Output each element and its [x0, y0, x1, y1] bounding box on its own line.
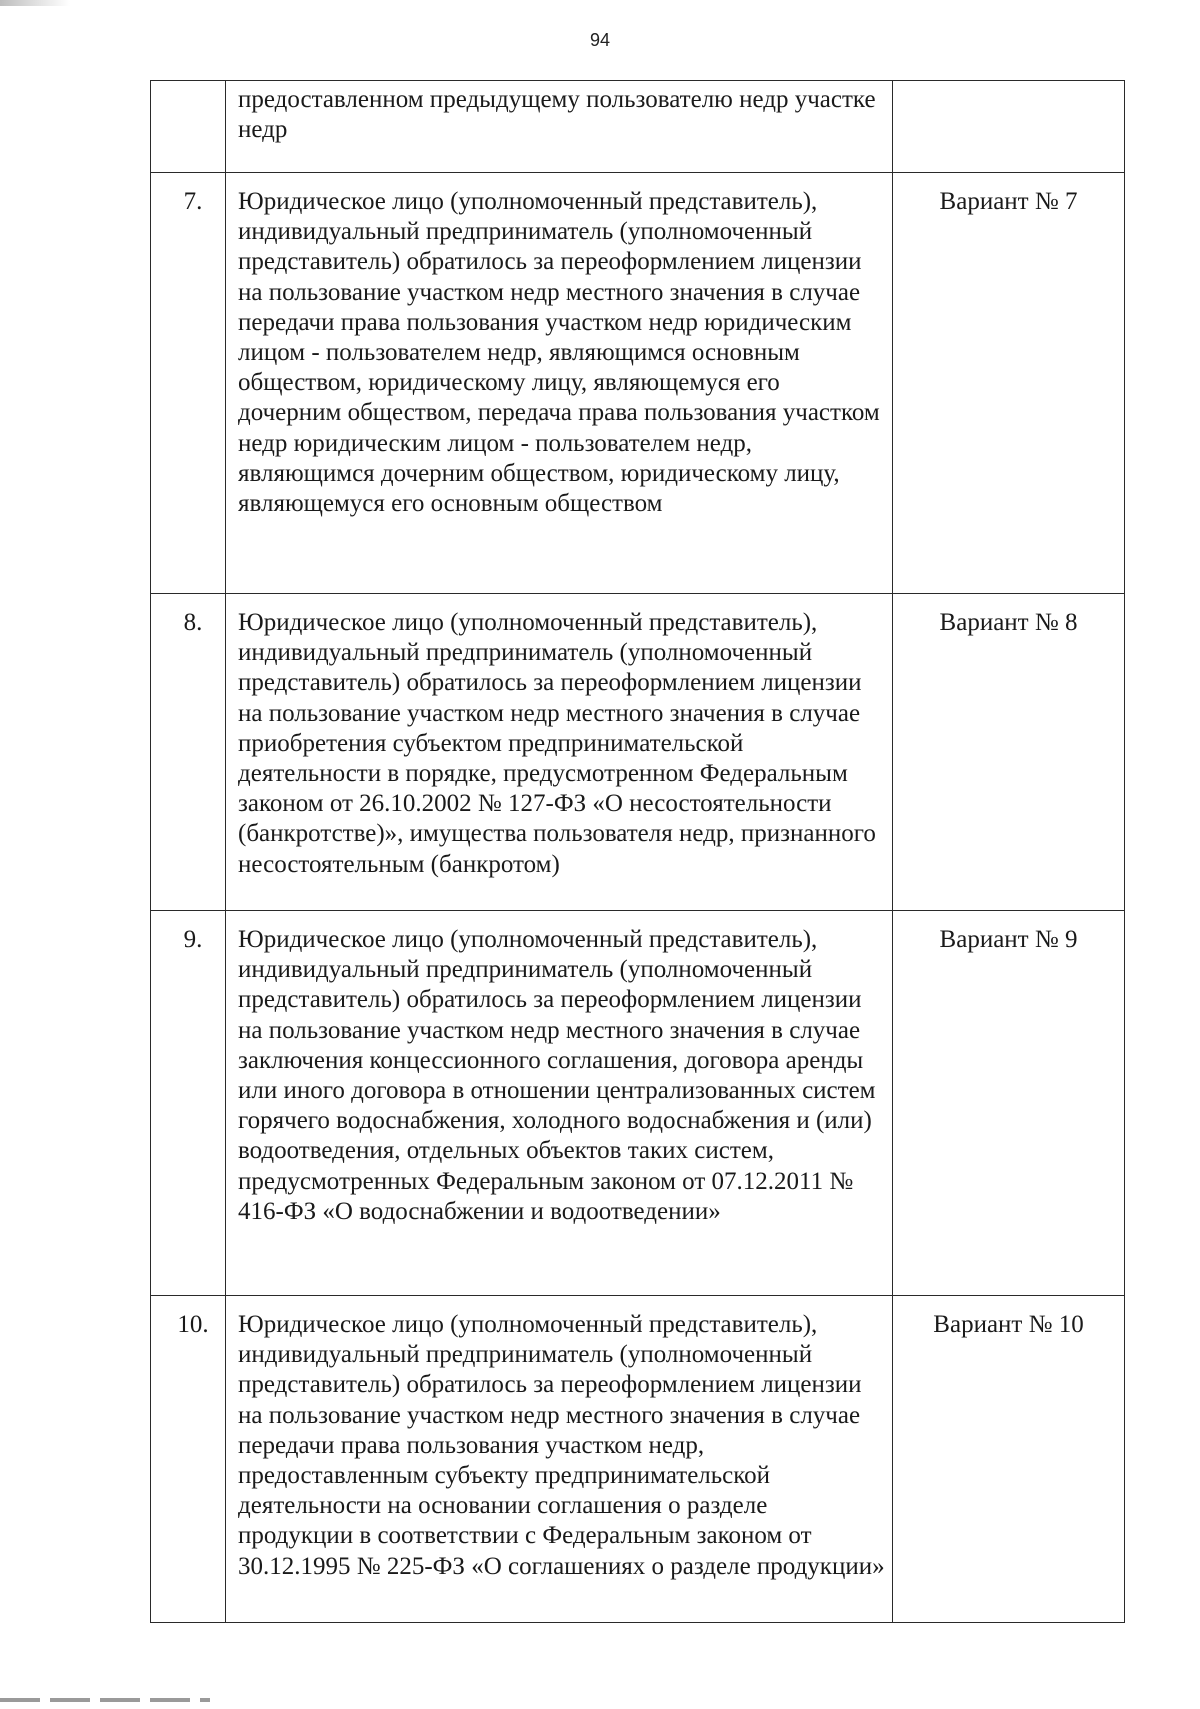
row-number: 7.: [151, 173, 226, 594]
row-description: [226, 81, 893, 173]
row-variant: Вариант № 10: [893, 1296, 1125, 1623]
row-variant: [893, 81, 1125, 173]
row-variant: Вариант № 8: [893, 594, 1125, 911]
row-description-text: Юридическое лицо (уполномоченный представитель), индивидуальный предприниматель (уполномоченный представитель) обратилось за переоформлением лицензии на пользование участком недр местного значения в случае заключения концессионного соглашения, договора аренды или иного договора в отношении централизованных систем горячего водоснабжения, холодного водоснабжения и (или) водоотведения, отдельных объектов таких систем, предусмотренных Федеральным законом от 07.12.2011 № 416-ФЗ «О водоснабжении и водоотведении»: [238, 926, 876, 1225]
scan-artifact-top: [0, 0, 70, 6]
row-description-text: Юридическое лицо (уполномоченный представитель), индивидуальный предприниматель (уполномоченный представитель) обратилось за переоформлением лицензии на пользование участком недр местного значения в случае передачи права пользования участком недр, предоставленным субъекту предпринимательской деятельности на основании соглашения о разделе продукции в соответствии с Федеральным законом от 30.12.1995 № 225-ФЗ «О соглашениях о разделе продукции»: [238, 1311, 885, 1580]
row-number: 8.: [151, 594, 226, 911]
row-description: [226, 1296, 893, 1623]
table-row: [151, 594, 1125, 911]
row-variant: Вариант № 7: [893, 173, 1125, 594]
document-table: [150, 80, 1125, 1623]
table-row: [151, 81, 1125, 173]
table-row: [151, 1296, 1125, 1623]
row-description: [226, 594, 893, 911]
scan-artifact-bottom: [0, 1698, 210, 1702]
row-description: [226, 173, 893, 594]
row-number: 9.: [151, 911, 226, 1296]
page-number: 94: [589, 30, 611, 50]
row-variant: Вариант № 9: [893, 911, 1125, 1296]
row-description-text: предоставленном предыдущему пользователю недр участке недр: [238, 86, 876, 144]
row-description: [226, 911, 893, 1296]
row-number: 10.: [151, 1296, 226, 1623]
table-row: [151, 911, 1125, 1296]
table-row: [151, 173, 1125, 594]
row-description-text: Юридическое лицо (уполномоченный представитель), индивидуальный предприниматель (уполномоченный представитель) обратилось за переоформлением лицензии на пользование участком недр местного значения в случае приобретения субъектом предпринимательской деятельности в порядке, предусмотренном Федеральным законом от 26.10.2002 № 127-ФЗ «О несостоятельности (банкротстве)», имущества пользователя недр, признанного несостоятельным (банкротом): [238, 609, 876, 878]
row-number: [151, 81, 226, 173]
row-description-text: Юридическое лицо (уполномоченный представитель), индивидуальный предприниматель (уполномоченный представитель) обратилось за переоформлением лицензии на пользование участком недр местного значения в случае передачи права пользования участком недр юридическим лицом - пользователем недр, являющимся основным обществом, юридическому лицу, являющемуся его дочерним обществом, передача права пользования участком недр юридическим лицом - пользователем недр, являющимся дочерним обществом, юридическому лицу, являющемуся его основным обществом: [238, 188, 880, 518]
